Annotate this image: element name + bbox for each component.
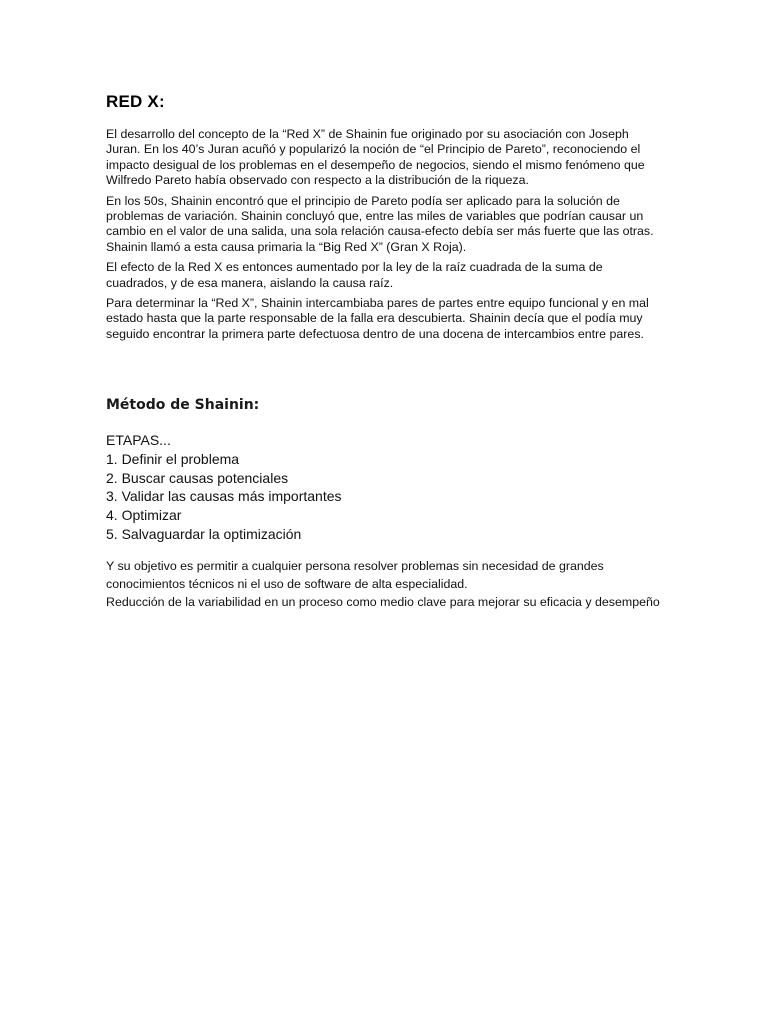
paragraph-fifties: En los 50s, Shainin encontró que el principio de Pareto podía ser aplicado para la solución de problemas de variación. Shainin concluyó que, entre las miles de variables que podrían causar un cambio en el valor de una salida, una sola relación causa-efecto debía ser más fuerte que las otras. Shainin llamó a esta causa primaria la “Big Red X” (Gran X Roja). xyxy=(106,193,654,254)
steps-list xyxy=(106,431,506,544)
steps-heading: ETAPAS... xyxy=(106,432,171,448)
method-title: Método de Shainin: xyxy=(106,397,260,413)
closing-text xyxy=(106,557,662,611)
paragraph-determine: Para determinar la “Red X”, Shainin intercambiaba pares de partes entre equipo funcional y en mal estado hasta que la parte responsable de la falla era descubierta. Shainin decía que el podía muy seguido encontrar la primera parte defectuosa dentro de una docena de intercambios entre pares. xyxy=(106,296,649,341)
paragraph-origin: El desarrollo del concepto de la “Red X” de Shainin fue originado por su asociación con Joseph Juran. En los 40’s Juran acuñó y popularizó la noción de “el Principio de Pareto”, reconociendo el impacto desigual de los problemas en el desempeño de negocios, siendo el mismo fenómeno que Wilfredo Pareto había observado con respecto a la distribución de la riqueza. xyxy=(106,127,645,188)
closing-objective: Y su objetivo es permitir a cualquier persona resolver problemas sin necesidad de grandes conocimientos técnicos ni el uso de software de alta especialidad. xyxy=(106,559,604,591)
step-item: 4. Optimizar xyxy=(106,507,182,524)
step-item: 3. Validar las causas más importantes xyxy=(106,488,342,505)
paragraph-effect: El efecto de la Red X es entonces aumentado por la ley de la raíz cuadrada de la suma de cuadrados, y de esa manera, aislando la causa raíz. xyxy=(106,260,603,290)
step-item: 1. Definir el problema xyxy=(106,450,240,467)
step-item: 2. Buscar causas potenciales xyxy=(106,469,289,486)
step-item: 5. Salvaguardar la optimización xyxy=(106,525,302,542)
intro-paragraphs xyxy=(106,127,662,347)
closing-reduction: Reducción de la variabilidad en un proceso como medio clave para mejorar su eficacia y desempeño xyxy=(106,595,660,609)
page-title: RED X: xyxy=(106,92,165,111)
